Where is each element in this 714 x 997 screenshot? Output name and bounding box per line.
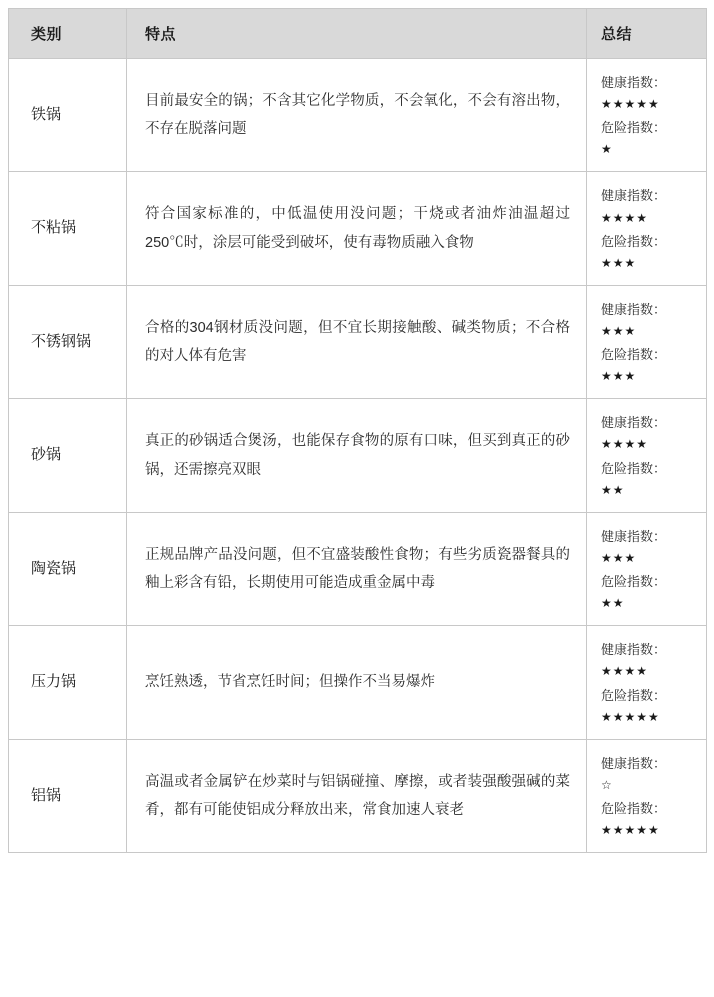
health-index-block — [601, 638, 698, 681]
risk-index-label: 危险指数： — [601, 460, 667, 476]
health-index-stars: ★★★★ — [601, 664, 649, 679]
risk-index-block — [601, 797, 698, 840]
cell-category: 陶瓷锅 — [9, 512, 127, 625]
table-row — [9, 399, 707, 512]
table-header — [9, 9, 707, 59]
cell-features: 目前最安全的锅；不含其它化学物质，不会氧化，不会有溶出物，不存在脱落问题 — [127, 59, 587, 172]
health-index-block — [601, 411, 698, 454]
health-index-label: 健康指数： — [601, 75, 667, 90]
risk-index-block — [601, 343, 698, 386]
health-index-stars: ★★★ — [601, 550, 637, 565]
table-row — [9, 512, 707, 625]
column-header-summary: 总结 — [587, 9, 707, 59]
table-row — [9, 59, 707, 172]
risk-index-label: 危险指数： — [601, 574, 667, 590]
cell-summary — [587, 59, 707, 172]
cell-summary — [587, 285, 707, 398]
health-index-label: 健康指数： — [601, 755, 667, 771]
health-index-stars: ☆ — [601, 777, 613, 792]
risk-index-block — [601, 457, 698, 500]
risk-index-label: 危险指数： — [601, 687, 667, 703]
cell-summary — [587, 512, 707, 625]
health-index-block — [601, 752, 698, 795]
risk-index-stars: ★ — [601, 142, 613, 157]
health-index-block — [601, 298, 698, 341]
health-index-block — [601, 71, 698, 114]
cell-features: 高温或者金属铲在炒菜时与铝锅碰撞、摩擦，或者装强酸强碱的菜肴，都有可能使铝成分释放出来，常食加速人衰老 — [127, 739, 587, 852]
cell-features: 符合国家标准的，中低温使用没问题；干烧或者油炸油温超过250℃时，涂层可能受到破坏，使有毒物质融入食物 — [127, 172, 587, 285]
table-body — [9, 59, 707, 853]
cell-summary — [587, 399, 707, 512]
health-index-label: 健康指数： — [601, 188, 667, 204]
risk-index-stars: ★★★ — [601, 255, 637, 270]
health-index-label: 健康指数： — [601, 301, 667, 317]
cell-category: 铝锅 — [9, 739, 127, 852]
table-row — [9, 172, 707, 285]
risk-index-stars: ★★★★★ — [601, 709, 660, 724]
cell-summary — [587, 172, 707, 285]
risk-index-block — [601, 116, 698, 159]
table-row — [9, 739, 707, 852]
health-index-block — [601, 525, 698, 568]
health-index-stars: ★★★★★ — [601, 97, 660, 112]
health-index-label: 健康指数： — [601, 642, 667, 658]
table-row — [9, 626, 707, 739]
column-header-features: 特点 — [127, 9, 587, 59]
cell-category: 压力锅 — [9, 626, 127, 739]
cookware-safety-table — [8, 8, 707, 853]
cell-category: 砂锅 — [9, 399, 127, 512]
risk-index-label: 危险指数： — [601, 347, 667, 363]
health-index-stars: ★★★ — [601, 323, 637, 338]
table-row — [9, 285, 707, 398]
risk-index-block — [601, 230, 698, 273]
risk-index-block — [601, 570, 698, 613]
risk-index-stars: ★★★ — [601, 369, 637, 384]
health-index-block — [601, 184, 698, 227]
risk-index-label: 危险指数： — [601, 120, 667, 136]
cell-features: 正规品牌产品没问题，但不宜盛装酸性食物；有些劣质瓷器餐具的釉上彩含有铅，长期使用可能造成重金属中毒 — [127, 512, 587, 625]
table-header-row — [9, 9, 707, 59]
cell-features: 烹饪熟透，节省烹饪时间；但操作不当易爆炸 — [127, 626, 587, 739]
column-header-category: 类别 — [9, 9, 127, 59]
cell-category: 铁锅 — [9, 59, 127, 172]
risk-index-label: 危险指数： — [601, 801, 667, 817]
risk-index-stars: ★★★★★ — [601, 823, 660, 838]
risk-index-stars: ★★ — [601, 596, 625, 611]
risk-index-label: 危险指数： — [601, 233, 667, 249]
cell-features: 合格的304钢材质没问题，但不宜长期接触酸、碱类物质；不合格的对人体有危害 — [127, 285, 587, 398]
risk-index-stars: ★★ — [601, 482, 625, 497]
health-index-stars: ★★★★ — [601, 210, 649, 225]
cell-summary — [587, 626, 707, 739]
risk-index-block — [601, 684, 698, 727]
health-index-label: 健康指数： — [601, 415, 667, 431]
health-index-label: 健康指数： — [601, 528, 667, 544]
cell-category: 不锈钢锅 — [9, 285, 127, 398]
cell-features: 真正的砂锅适合煲汤，也能保存食物的原有口味，但买到真正的砂锅，还需擦亮双眼 — [127, 399, 587, 512]
cell-category: 不粘锅 — [9, 172, 127, 285]
health-index-stars: ★★★★ — [601, 437, 649, 452]
cell-summary — [587, 739, 707, 852]
